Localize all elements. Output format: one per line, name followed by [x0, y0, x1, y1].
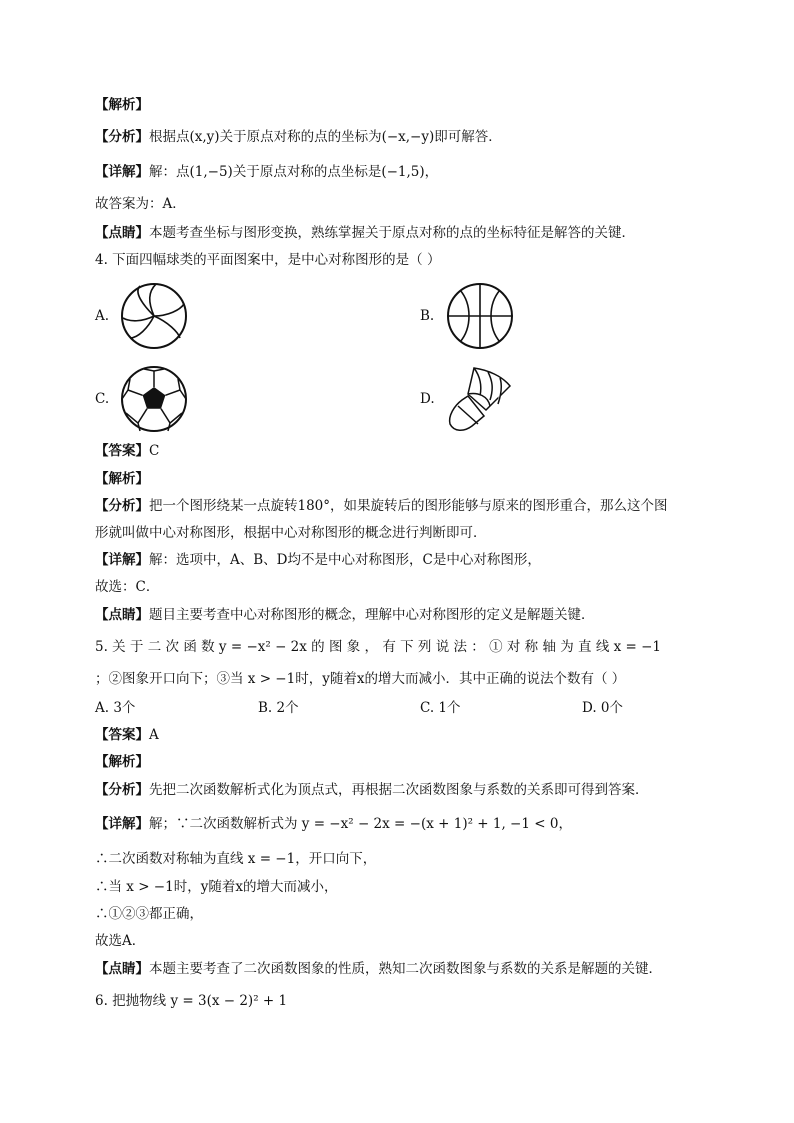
- q4-xiangjie-text: 解：选项中，A、B、D均不是中心对称图形，C是中心对称图形，: [149, 552, 541, 568]
- q4-answer-line: 故选：C．: [95, 579, 160, 595]
- q3-fenxi-text: 根据点(x,y)关于原点对称的点的坐标为(−x,−y)即可解答．: [149, 129, 502, 145]
- q5-line-2: ∴当 x > −1时，y随着x的增大而减小，: [95, 879, 338, 895]
- soccer-ball-icon: [120, 365, 188, 433]
- q5-option-b: B. 2个: [258, 700, 299, 716]
- q4-option-b-label: B.: [420, 308, 435, 324]
- q4-jiexi-heading: 【解析】: [95, 471, 149, 487]
- q4-xiangjie-tag: 【详解】: [95, 552, 149, 568]
- q5-line-3: ∴①②③都正确，: [95, 906, 203, 922]
- q4-daan: [95, 442, 159, 460]
- q4-option-a-label: A.: [95, 308, 110, 324]
- q5-stem-1: 5. 关 于 二 次 函 数 y = −x² − 2x 的 图 象 ， 有 下 列 说 法 ： ① 对 称 轴 为 直 线 x = −1: [95, 639, 662, 655]
- q4-stem: 4. 下面四幅球类的平面图案中，是中心对称图形的是（ ）: [95, 252, 441, 268]
- q3-dianjing-tag: 【点睛】: [95, 225, 149, 241]
- q5-option-c: C. 1个: [420, 700, 461, 716]
- q5-dianjing: [95, 960, 662, 978]
- q4-dianjing-tag: 【点睛】: [95, 607, 149, 623]
- q4-option-c-label: C.: [95, 391, 110, 407]
- q5-xiangjie-text: 解；∵二次函数解析式为 y = −x² − 2x = −(x + 1)² + 1, −1 < 0，: [149, 816, 572, 832]
- q5-daan-tag: 【答案】: [95, 727, 149, 743]
- basketball-icon: [446, 282, 514, 350]
- q5-jiexi-heading: 【解析】: [95, 754, 149, 770]
- q5-answer-line: 故选A．: [95, 933, 146, 949]
- q4-fenxi-text-2: 形就叫做中心对称图形，根据中心对称图形的概念进行判断即可．: [95, 525, 487, 541]
- q5-daan-value: A: [149, 727, 159, 743]
- q4-daan-tag: 【答案】: [95, 443, 149, 459]
- q5-option-d: D. 0个: [582, 700, 624, 716]
- q4-daan-value: C: [149, 443, 160, 459]
- q3-jiexi-heading: 【解析】: [95, 97, 149, 113]
- q5-fenxi: [95, 781, 649, 799]
- q3-xiangjie: [95, 163, 438, 181]
- q4-dianjing-text: 题目主要考查中心对称图形的概念，理解中心对称图形的定义是解题关键．: [149, 607, 595, 623]
- q4-fenxi-text-1: 把一个图形绕某一点旋转180°，如果旋转后的图形能够与原来的图形重合，那么这个图: [149, 498, 668, 514]
- q5-stem-2: ；②图象开口向下；③当 x > −1时，y随着x的增大而减小．其中正确的说法个数有（ ）: [95, 671, 626, 687]
- q5-dianjing-text: 本题主要考查了二次函数图象的性质，熟知二次函数图象与系数的关系是解题的关键．: [149, 961, 662, 977]
- q5-fenxi-tag: 【分析】: [95, 782, 149, 798]
- q3-xiangjie-tag: 【详解】: [95, 164, 149, 180]
- q3-dianjing-text: 本题考查坐标与图形变换，熟练掌握关于原点对称的点的坐标特征是解答的关键．: [149, 225, 635, 241]
- q3-xiangjie-text: 解：点(1,−5)关于原点对称的点坐标是(−1,5)，: [149, 164, 439, 180]
- q5-xiangjie-tag: 【详解】: [95, 816, 149, 832]
- q3-fenxi-tag: 【分析】: [95, 129, 149, 145]
- q4-fenxi-tag: 【分析】: [95, 498, 149, 514]
- q5-xiangjie: [95, 815, 572, 833]
- q4-xiangjie: [95, 551, 541, 569]
- q6-stem: 6. 把抛物线 y = 3(x − 2)² + 1: [95, 993, 288, 1009]
- q3-dianjing: [95, 224, 635, 242]
- q4-dianjing: [95, 606, 595, 624]
- q3-fenxi: [95, 128, 502, 146]
- q5-line-1: ∴二次函数对称轴为直线 x = −1，开口向下，: [95, 851, 377, 867]
- volleyball-icon: [120, 282, 188, 350]
- q4-fenxi: [95, 497, 668, 515]
- q5-dianjing-tag: 【点睛】: [95, 961, 149, 977]
- shuttlecock-icon: [444, 366, 516, 434]
- q4-option-d-label: D.: [420, 391, 435, 407]
- q5-daan: [95, 726, 159, 744]
- q5-fenxi-text: 先把二次函数解析式化为顶点式，再根据二次函数图象与系数的关系即可得到答案．: [149, 782, 649, 798]
- q5-option-a: A. 3个: [95, 700, 136, 716]
- q3-answer-line: 故答案为：A．: [95, 196, 186, 212]
